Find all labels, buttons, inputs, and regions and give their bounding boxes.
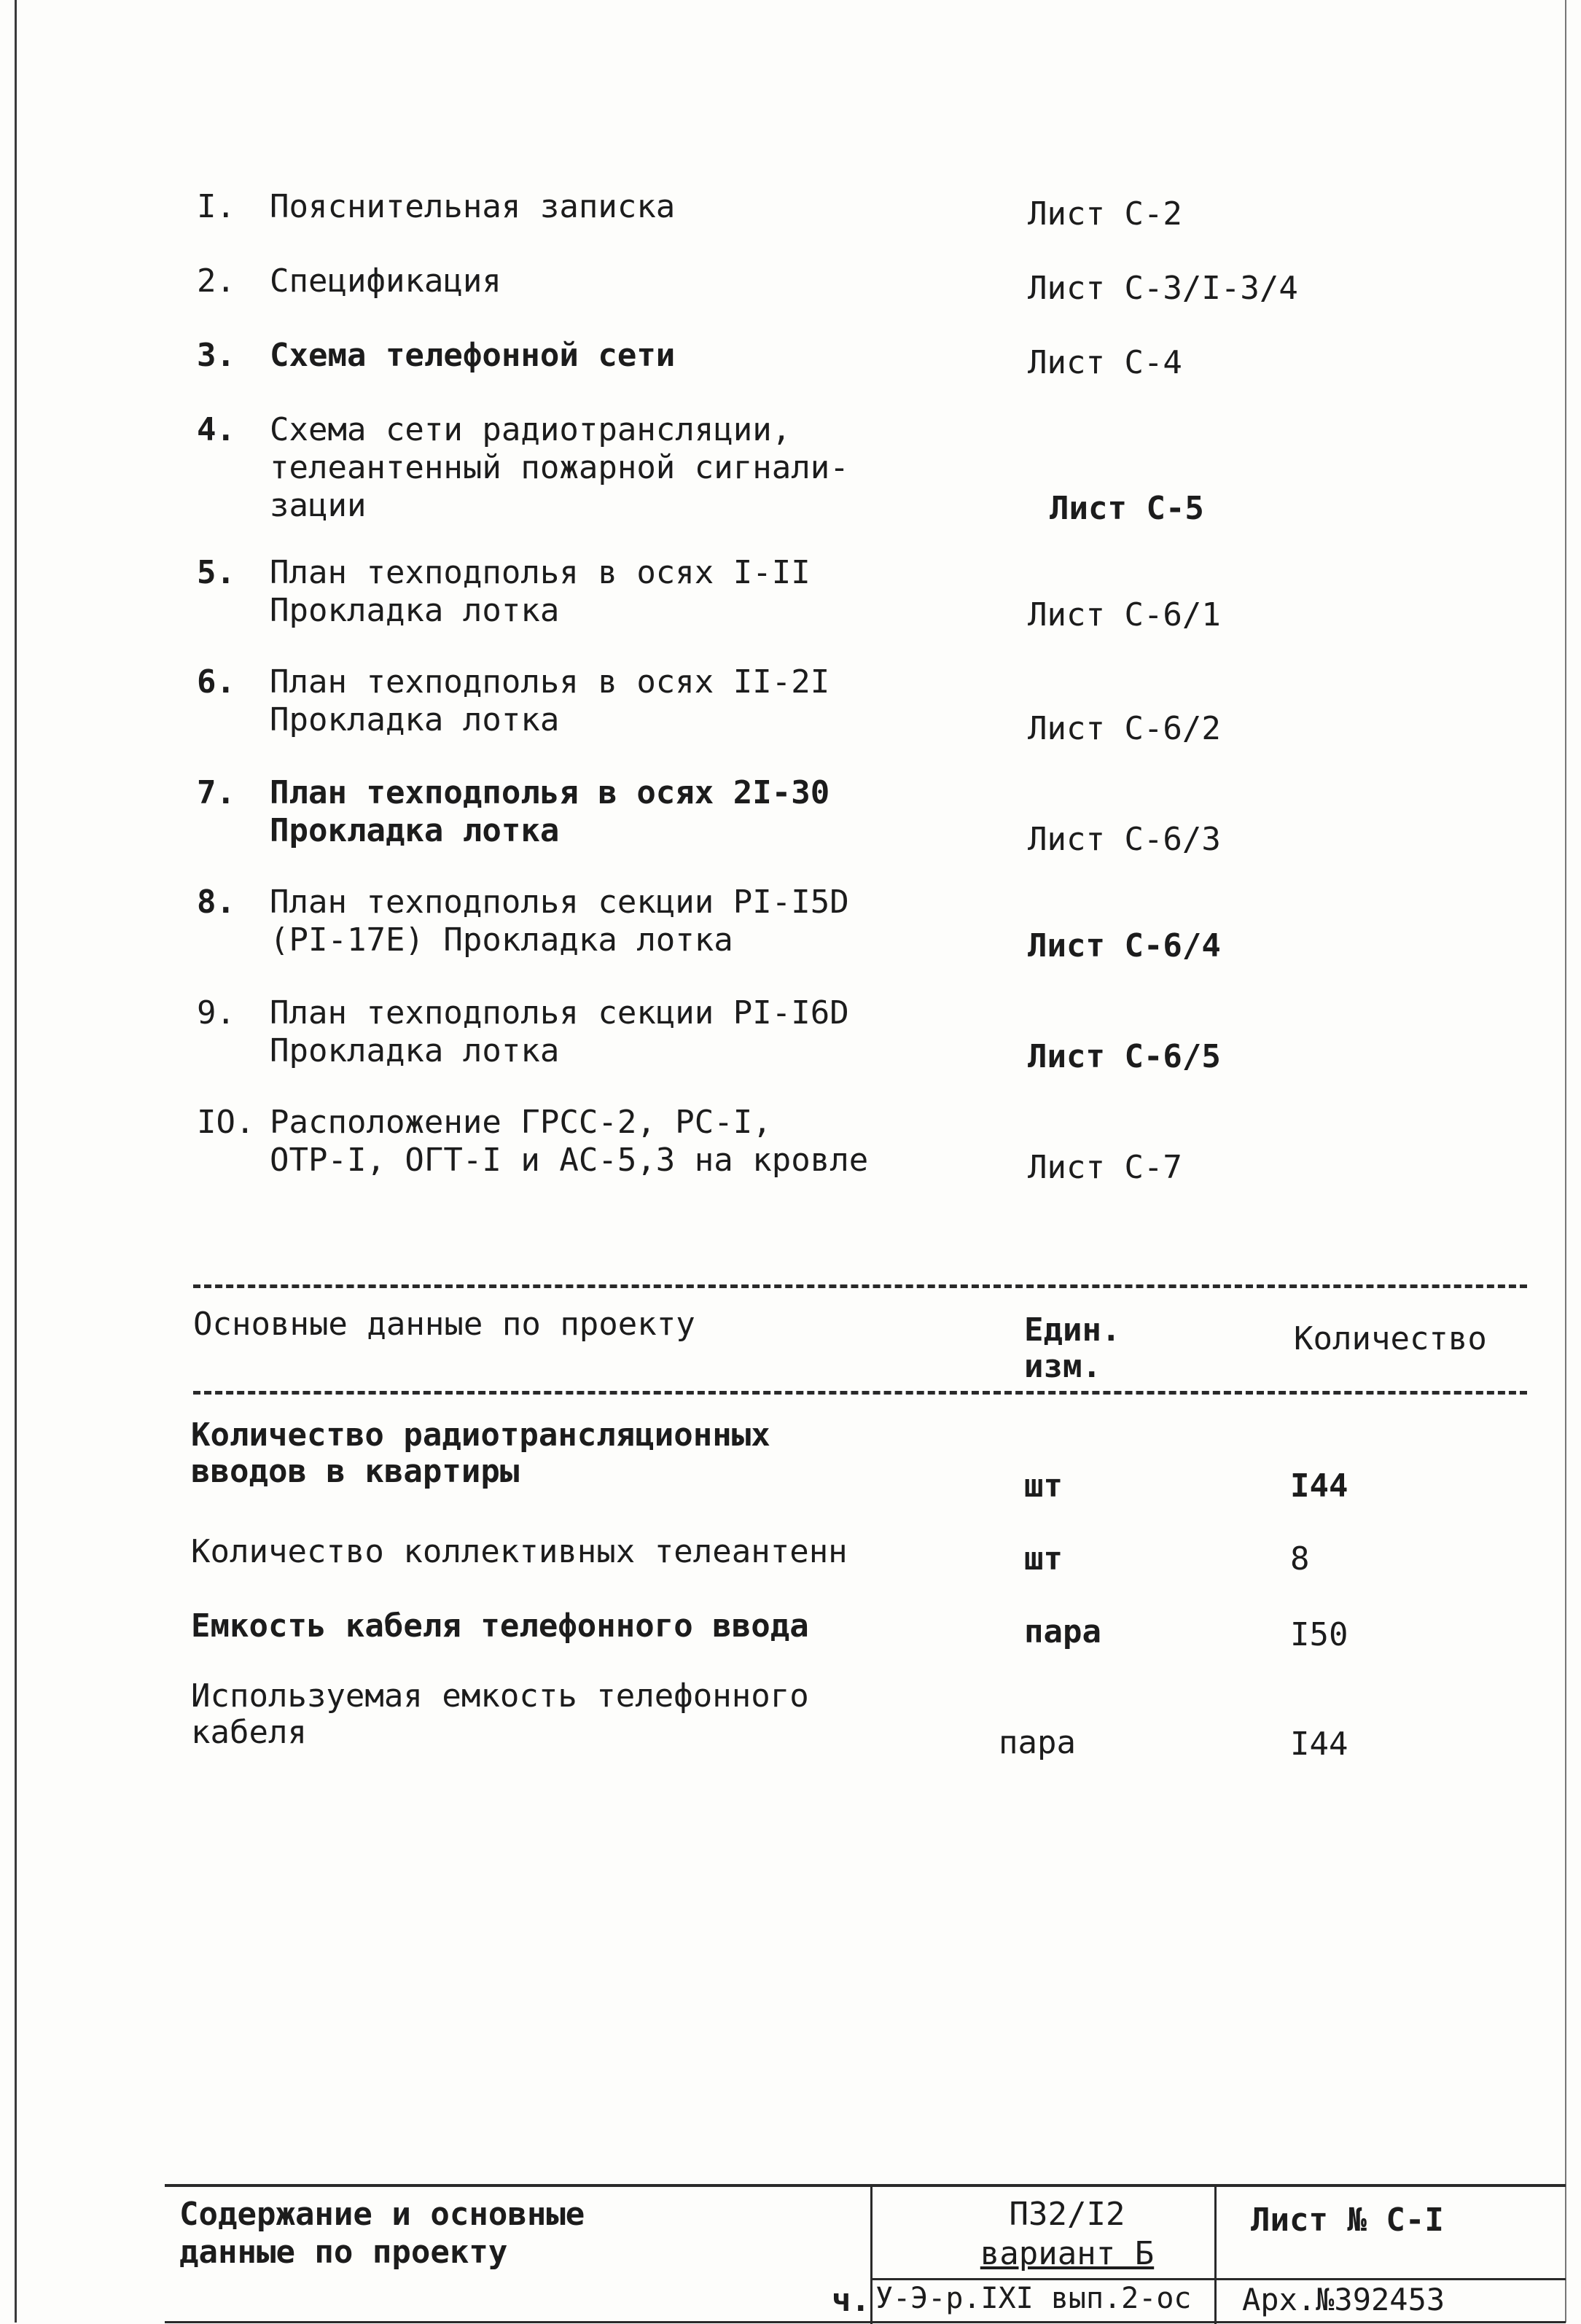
item-number: 7. [197, 774, 235, 811]
item-title: Схема сети радиотрансляции, телеантенный пожарной сигнали- зации [270, 411, 849, 524]
item-sheet: Лист С-2 [1028, 195, 1182, 233]
item-number: 5. [197, 554, 235, 591]
item-sheet: Лист С-5 [1050, 490, 1204, 527]
table-row-quantity: I50 [1290, 1616, 1348, 1653]
item-number: 4. [197, 411, 235, 448]
item-number: 9. [197, 994, 235, 1032]
page-frame-right [1565, 0, 1566, 2323]
table-row-name: Количество радиотрансляционных вводов в квартиры [191, 1416, 770, 1490]
table-row-unit: шт [1024, 1467, 1063, 1505]
table-row-name: Количество коллективных телеантенн [191, 1533, 848, 1570]
item-title: План техподполья в осях II-2I Прокладка лотка [270, 663, 830, 738]
item-sheet: Лист С-6/1 [1028, 596, 1221, 633]
item-sheet: Лист С-6/5 [1028, 1038, 1221, 1075]
item-title: План техподполья секции PI-I6D Прокладка лотка [270, 994, 849, 1069]
table-row-unit: шт [1024, 1540, 1063, 1578]
item-title: Расположение ГРСС-2, РС-I, ОТР-I, ОГТ-I и АС-5,3 на кровле [270, 1104, 869, 1179]
title-block-divider [870, 2187, 873, 2324]
table-row-quantity: 8 [1290, 1540, 1310, 1578]
document-code: У-Э-р.IXI вып.2-ос [875, 2282, 1192, 2315]
document-title: Содержание и основные данные по проекту [179, 2196, 585, 2271]
item-number: 8. [197, 884, 235, 921]
page-frame-left [15, 0, 17, 2323]
table-row-name: Используемая емкость телефонного кабеля [191, 1677, 809, 1751]
sheet-number: Лист № С-I [1251, 2202, 1444, 2239]
table-top-rule [193, 1284, 1527, 1288]
table-row-name: Емкость кабеля телефонного ввода [191, 1607, 809, 1645]
item-title: План техподполья в осях I-II Прокладка лотка [270, 554, 811, 629]
table-header-unit: Един. изм. [1024, 1311, 1121, 1385]
item-sheet: Лист С-6/4 [1028, 927, 1221, 964]
table-row-quantity: I44 [1290, 1467, 1348, 1505]
table-header-name: Основные данные по проекту [193, 1306, 695, 1343]
archive-number: Арх.№392453 [1242, 2282, 1445, 2317]
item-sheet: Лист С-4 [1028, 344, 1182, 381]
item-number: 6. [197, 663, 235, 701]
item-title: Схема телефонной сети [270, 337, 676, 374]
item-number: IO. [197, 1104, 255, 1141]
table-row-unit: пара [1024, 1613, 1101, 1650]
item-title: Спецификация [270, 262, 501, 300]
item-sheet: Лист С-7 [1028, 1149, 1182, 1186]
item-sheet: Лист С-6/2 [1028, 710, 1221, 747]
item-title: План техподполья в осях 2I-30 Прокладка лотка [270, 774, 830, 849]
title-block-divider [870, 2278, 1566, 2280]
table-row-quantity: I44 [1290, 1726, 1348, 1763]
title-block [165, 2184, 1566, 2324]
item-sheet: Лист С-6/3 [1028, 821, 1221, 858]
table-row-unit: пара [999, 1724, 1076, 1761]
project-number: П32/I2 [1009, 2196, 1125, 2233]
item-sheet: Лист С-3/I-3/4 [1028, 270, 1298, 307]
item-number: 2. [197, 262, 235, 300]
item-number: 3. [197, 337, 235, 374]
table-header-quantity: Количество [1294, 1320, 1487, 1357]
table-header-rule [193, 1391, 1527, 1395]
item-title: План техподполья секции PI-I5D (PI-17E) Прокладка лотка [270, 884, 849, 959]
code-prefix: ч. [832, 2282, 870, 2319]
item-number: I. [197, 188, 235, 225]
item-title: Пояснительная записка [270, 188, 676, 225]
project-variant: вариант Б [980, 2235, 1155, 2272]
